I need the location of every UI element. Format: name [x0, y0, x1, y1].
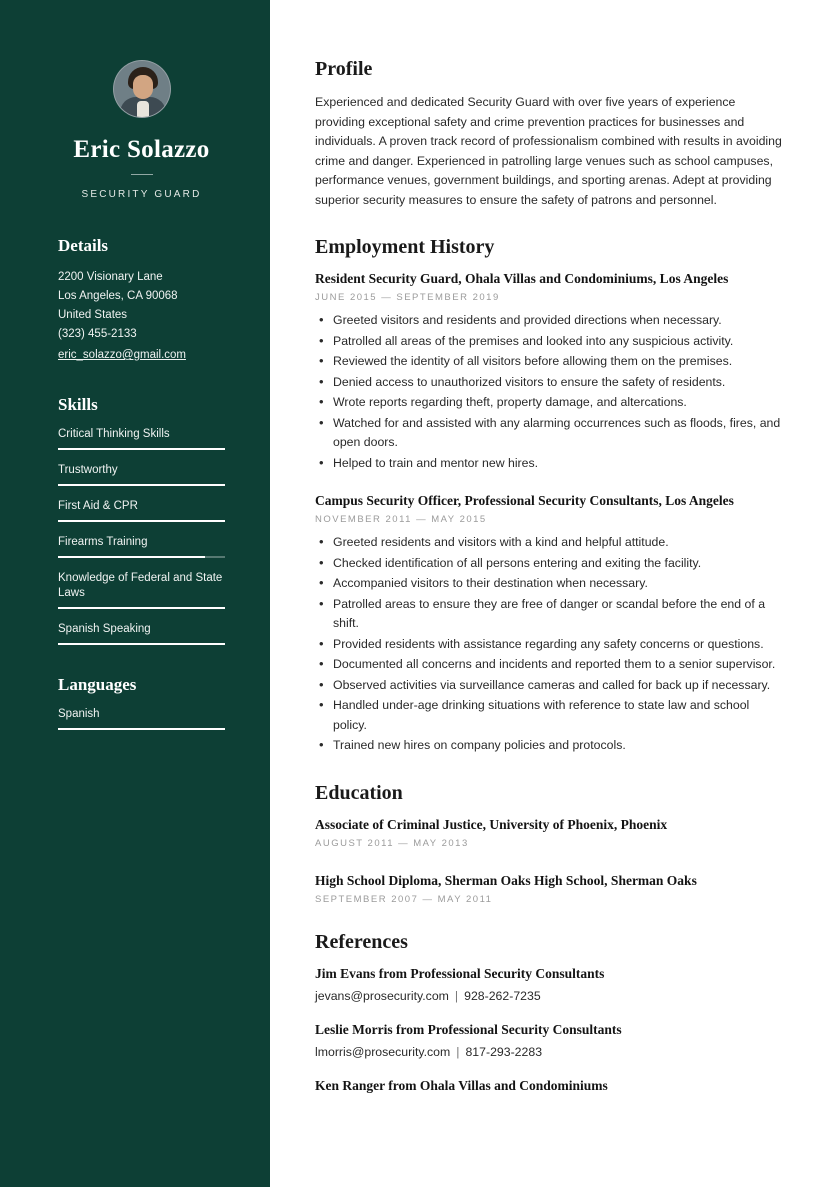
- sidebar: [0, 0, 270, 1187]
- profile-section: [315, 58, 782, 210]
- job-bullet: • Patrolled areas to ensure they are free of danger or scandal before the end of a shift.: [315, 595, 782, 634]
- avatar-wrapper: [58, 60, 225, 118]
- education-dates: AUGUST 2011 — MAY 2013: [315, 837, 469, 849]
- skills-section: [58, 395, 225, 645]
- reference-separator: |: [454, 988, 459, 1003]
- job-bullet: • Accompanied visitors to their destination when necessary.: [315, 574, 782, 594]
- languages-section: [58, 675, 225, 730]
- education-dates: SEPTEMBER 2007 — MAY 2011: [315, 893, 493, 905]
- skills-heading: Skills: [58, 395, 98, 414]
- reference-name: Jim Evans from Professional Security Consultants: [315, 965, 605, 981]
- language-level-bar: [58, 728, 225, 730]
- candidate-name: Eric Solazzo: [73, 136, 210, 163]
- avatar-shirt: [137, 101, 149, 117]
- skill-level-bar: [58, 607, 225, 609]
- reference-name: Leslie Morris from Professional Security Consultants: [315, 1021, 622, 1037]
- job-bullet: • Reviewed the identity of all visitors before allowing them on the premises.: [315, 352, 782, 372]
- job-bullet: • Patrolled all areas of the premises and looked into any suspicious activity.: [315, 332, 782, 352]
- skill-level-bar: [58, 484, 225, 486]
- job-bullets: [315, 533, 782, 756]
- skill-item: [58, 622, 225, 645]
- language-item: [58, 707, 225, 730]
- skill-item: [58, 427, 225, 450]
- skill-label: Firearms Training: [58, 536, 148, 548]
- employment-section: [315, 236, 782, 756]
- avatar: [113, 60, 171, 118]
- job-bullet: • Helped to train and mentor new hires.: [315, 454, 782, 474]
- language-label: Spanish: [58, 708, 100, 720]
- reference-entry: [315, 1078, 782, 1094]
- reference-contact: [315, 987, 782, 1006]
- job-bullet: • Greeted visitors and residents and provided directions when necessary.: [315, 311, 782, 331]
- skill-level-bar: [58, 448, 225, 450]
- job-bullet: • Greeted residents and visitors with a kind and helpful attitude.: [315, 533, 782, 553]
- references-section: [315, 931, 782, 1094]
- job-bullet: • Handled under-age drinking situations with reference to state law and school policy.: [315, 696, 782, 735]
- education-entry: [315, 817, 782, 849]
- job-title: Resident Security Guard, Ohala Villas and Condominiums, Los Angeles: [315, 271, 729, 286]
- skill-label: Critical Thinking Skills: [58, 428, 170, 440]
- skill-item: [58, 499, 225, 522]
- education-heading: Education: [315, 781, 403, 804]
- references-heading: References: [315, 930, 408, 953]
- detail-email-link[interactable]: eric_solazzo@gmail.com: [58, 349, 186, 361]
- skill-label: Knowledge of Federal and State Laws: [58, 572, 223, 599]
- reference-separator: |: [456, 1044, 460, 1059]
- reference-email[interactable]: lmorris@prosecurity.com: [315, 1044, 451, 1059]
- detail-country: United States: [58, 309, 128, 321]
- job-bullet: • Documented all concerns and incidents and reported them to a senior supervisor.: [315, 655, 782, 675]
- skill-level-bar: [58, 643, 225, 645]
- education-title: High School Diploma, Sherman Oaks High School, Sherman Oaks: [315, 872, 697, 888]
- skill-level-bar: [58, 556, 225, 558]
- education-section: [315, 782, 782, 905]
- reference-name: Ken Ranger from Ohala Villas and Condominiums: [315, 1077, 608, 1093]
- employment-entry: [315, 493, 782, 756]
- profile-text: Experienced and dedicated Security Guard with over five years of experience providing exceptional safety and crime prevention practices for businesses and individuals. A proven track record of professionalism combined with results in avoiding crime and danger. Experienced in patrolling large venues such as school campuses, performance venues, government buildings, and sporting arenas. Adept at providing superior security measures to ensure the safety of patrons and personnel.: [315, 95, 782, 207]
- profile-heading: Profile: [315, 58, 373, 80]
- skill-label: First Aid & CPR: [58, 500, 138, 512]
- skill-item: [58, 571, 225, 609]
- skill-level-bar: [58, 520, 225, 522]
- job-title: Campus Security Officer, Professional Security Consultants, Los Angeles: [315, 493, 734, 508]
- avatar-face: [133, 75, 153, 99]
- details-section: [58, 236, 225, 365]
- reference-phone: 928-262-7235: [464, 988, 541, 1003]
- detail-address-line-2: Los Angeles, CA 90068: [58, 290, 178, 302]
- skill-item: [58, 463, 225, 486]
- job-bullet: • Provided residents with assistance regarding any safety concerns or questions.: [315, 635, 782, 655]
- employment-entry: [315, 271, 782, 473]
- reference-phone: 817-293-2283: [465, 1044, 543, 1059]
- details-heading: Details: [58, 236, 109, 255]
- job-bullet: • Observed activities via surveillance cameras and called for back up if necessary.: [315, 676, 782, 696]
- reference-email[interactable]: jevans@prosecurity.com: [315, 988, 449, 1003]
- detail-phone: (323) 455-2133: [58, 328, 137, 340]
- job-bullets: [315, 311, 782, 473]
- name-divider: [131, 174, 153, 175]
- skill-item: [58, 535, 225, 558]
- job-bullet: • Watched for and assisted with any alarming occurrences such as floods, fires, and open doors.: [315, 414, 782, 453]
- job-bullet: • Denied access to unauthorized visitors to ensure the safety of residents.: [315, 373, 782, 393]
- reference-contact: [315, 1043, 782, 1062]
- job-dates: JUNE 2015 — SEPTEMBER 2019: [315, 292, 500, 303]
- job-bullet: • Wrote reports regarding theft, property damage, and altercations.: [315, 393, 782, 413]
- candidate-job-title: SECURITY GUARD: [81, 189, 202, 200]
- skill-label: Spanish Speaking: [58, 623, 151, 635]
- education-title: Associate of Criminal Justice, University of Phoenix, Phoenix: [315, 816, 668, 832]
- detail-address-line-1: 2200 Visionary Lane: [58, 271, 163, 283]
- main-content: [270, 0, 840, 1187]
- languages-heading: Languages: [58, 675, 137, 694]
- employment-heading: Employment History: [315, 236, 495, 258]
- job-bullet: • Checked identification of all persons entering and exiting the facility.: [315, 554, 782, 574]
- reference-entry: [315, 966, 782, 1006]
- reference-entry: [315, 1022, 782, 1062]
- job-dates: NOVEMBER 2011 — MAY 2015: [315, 514, 487, 525]
- job-bullet: • Trained new hires on company policies and protocols.: [315, 736, 782, 756]
- education-entry: [315, 873, 782, 905]
- skill-label: Trustworthy: [58, 464, 118, 476]
